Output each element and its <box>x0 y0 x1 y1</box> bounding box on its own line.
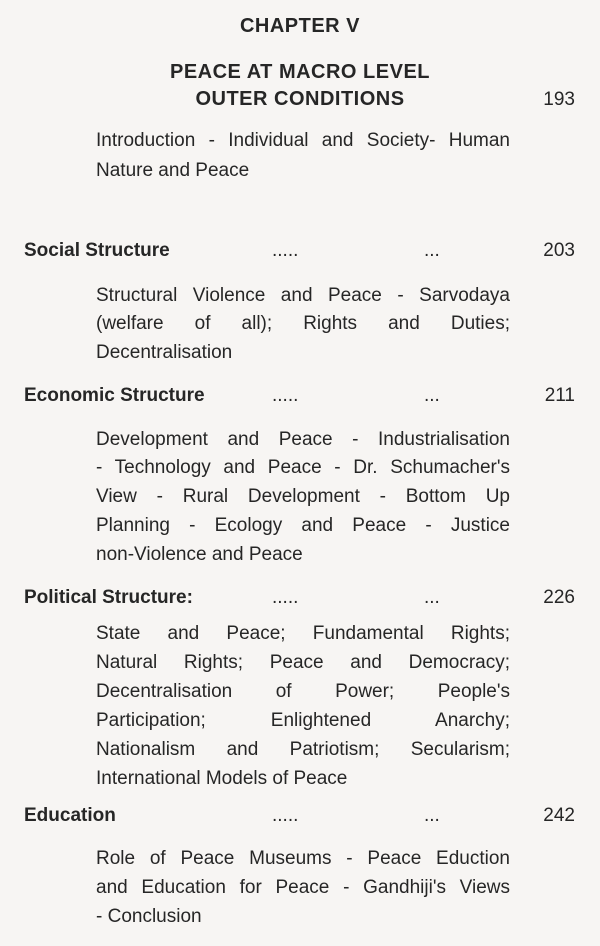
section-description-line: Nationalism and Patriotism; Secularism; <box>96 739 510 760</box>
section-description-line: Role of Peace Museums - Peace Eduction <box>96 848 510 869</box>
section-description-line: Natural Rights; Peace and Democracy; <box>96 652 510 673</box>
section-page-number: 226 <box>543 587 575 608</box>
intro-line: Nature and Peace <box>96 160 250 181</box>
chapter-page-number: 193 <box>543 89 575 110</box>
intro-line: Introduction - Individual and Society- Human <box>96 130 510 151</box>
leader-dots: ..... <box>272 240 299 261</box>
leader-dots: ..... <box>272 805 299 826</box>
section-description-line: Structural Violence and Peace - Sarvodaya <box>96 285 510 306</box>
section-description-line: - Technology and Peace - Dr. Schumacher's <box>96 457 510 478</box>
section-description-line: - Conclusion <box>96 906 202 927</box>
section-description-line: View - Rural Development - Bottom Up <box>96 486 510 507</box>
section-description-line: Participation; Enlightened Anarchy; <box>96 710 510 731</box>
section-heading: Education <box>24 805 116 826</box>
chapter-label: CHAPTER V <box>239 15 361 37</box>
chapter-title-line-2: OUTER CONDITIONS <box>195 88 405 110</box>
section-description-line: State and Peace; Fundamental Rights; <box>96 623 510 644</box>
section-description-line: Decentralisation <box>96 342 233 363</box>
leader-dots: ... <box>424 240 440 261</box>
section-page-number: 203 <box>543 240 575 261</box>
section-description-line: and Education for Peace - Gandhiji's Views <box>96 877 510 898</box>
section-description-line: Planning - Ecology and Peace - Justice <box>96 515 510 536</box>
section-page-number: 242 <box>543 805 575 826</box>
leader-dots: ..... <box>272 587 299 608</box>
chapter-title-line-1: PEACE AT MACRO LEVEL <box>169 61 430 83</box>
leader-dots: ... <box>424 385 440 406</box>
section-description-line: Decentralisation of Power; People's <box>96 681 510 702</box>
section-description-line: International Models of Peace <box>96 768 348 789</box>
section-description-line: non-Violence and Peace <box>96 544 303 565</box>
section-heading: Economic Structure <box>24 385 205 406</box>
leader-dots: ... <box>424 587 440 608</box>
section-page-number: 211 <box>544 385 575 406</box>
section-heading: Social Structure <box>24 240 170 261</box>
leader-dots: ... <box>424 805 440 826</box>
section-heading: Political Structure: <box>24 587 193 608</box>
section-description-line: Development and Peace - Industrialisation <box>96 429 510 450</box>
section-description-line: (welfare of all); Rights and Duties; <box>96 313 510 334</box>
leader-dots: ..... <box>272 385 299 406</box>
